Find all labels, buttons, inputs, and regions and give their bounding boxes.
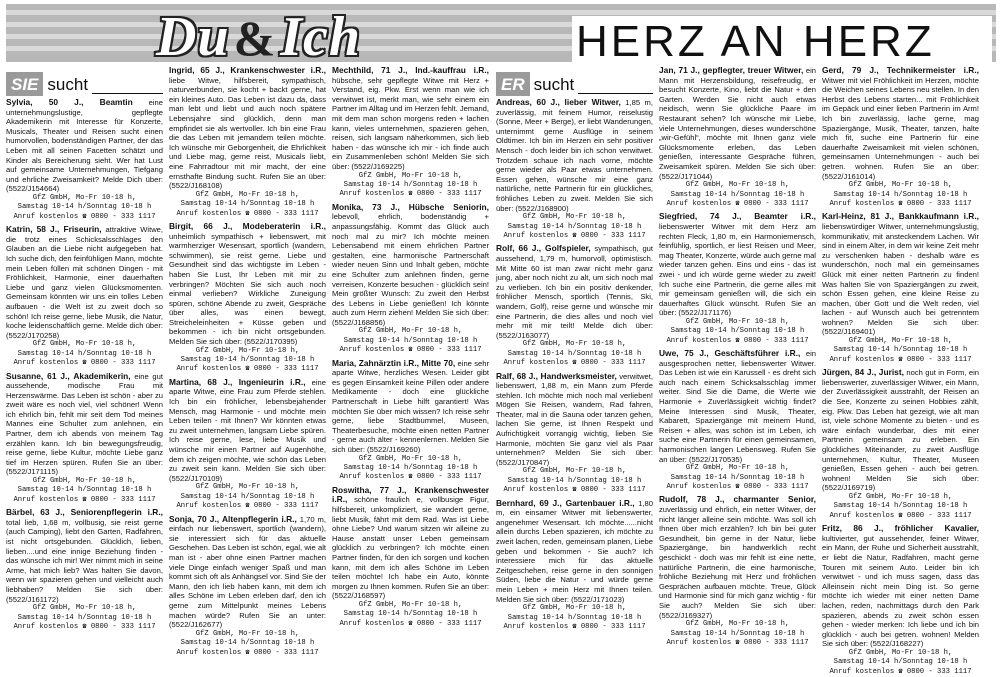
classified-ad (659, 66, 816, 209)
sie-tag: SIE (6, 72, 43, 96)
ad-call: Anruf kostenlos (503, 486, 569, 495)
ad-call: Anruf kostenlos (13, 359, 79, 368)
ad-hours: Samstag 10-14 h/Sonntag 10-18 h (180, 492, 315, 501)
ad-body: sympathisch, gut aussehend, 1,79 m, humorvoll, optimistisch. Mit Mitte 60 ist man zwar nicht mehr ganz jung, aber noch nicht zu alt, um sich noch mal zu verlieben. Ich bin ein positiv denkender, fröhlicher Mensch, sportlich (Tennis, Ski, wandern, Golf), reise gerne und wünsche mir eine Partnerin, die dies alles und noch viel mehr mit mir teilt! Melde dich über: (5522/J163077) (496, 244, 654, 340)
ad-hours: Samstag 10-14 h/Sonntag 10-18 h (343, 610, 478, 619)
ad-headline: Rolf, 66 J., Golfspieler, (496, 243, 591, 254)
ad-headline: Birgit, 66 J., Modeberaterin i.R., (169, 220, 326, 231)
classified-ad (6, 225, 163, 368)
er-sucht-word: sucht (533, 75, 575, 94)
phone-icon: ☎ (894, 199, 907, 208)
ad-hours: Samstag 10-14 h/Sonntag 10-18 h (670, 629, 805, 638)
phone-icon: ☎ (78, 495, 91, 504)
ad-phone-line (6, 496, 163, 505)
ad-body: hübsche, sehr gepflegte Witwe mit Herz + Verstand, eig. Pkw. Erst wenn man wie ich verwitwet ist, merkt man, wie sehr einem ein Partner im Alltag und im Herzen fehlt. Jemand, mit dem man schon morgens reden + lachen kann, vieles unternehmen, spazieren gehen, reisen, sich langsam näherkommen, sich lieb haben - das wünsche ich mir - ich finde auch ein Zusammenleben schön! Melden Sie sich über: (5522/J169225) (332, 75, 490, 171)
ad-company: GfZ GmbH, Mo-Fr 10-18 h, (32, 477, 137, 486)
ad-phone-line (169, 502, 326, 511)
ad-company: GfZ GmbH, Mo-Fr 10-18 h, (522, 340, 627, 349)
ad-call: Anruf kostenlos (503, 231, 569, 240)
ad-phone: 0800 - 333 1117 (253, 648, 319, 657)
ad-headline: Ingrid, 65 J., Krankenschwester i.R., (169, 65, 326, 75)
ad-body: 1,70 m, einfach nur liebenswert, sportlich (wandern), sie interessiert sich für das aktuelle Geschehen. Das Leben ist schön, egal, wie alt man ist - aber ohne einen Partner machen viele Dinge einfach weniger Spaß und man kommt sich oft als Anhängsel vor. Sind Sie der Mann, den ich lieb haben kann, mit dem ich alles Schöne im Leben erleben darf, den ich gerne zum Mittelpunkt meines Lebens machen würde? Rufen Sie an unter: (5522/J162677) (169, 514, 326, 630)
ad-text (659, 66, 816, 181)
ad-phone: 0800 - 333 1117 (253, 365, 319, 374)
ad-body: kultivierter, gut aussehender, feiner Witwer, ein Mann, der Ruhe und Sicherheit ausstrahlt, er liebt die Natur, Radfahren, macht gerne Touren mit seinem Auto. Leider bin ich verwitwet - und ich muss sagen, dass das Alleinsein nicht mein Ding ist. So gerne möchte ich wieder mit einer netten Dame lachen, reden, nachmittags durch den Park spazieren, abends zu zweit schön essen gehen - wieder merken: Ich liebe und ich bin glücklich - auch bei getren. wohnen! Melden Sie sich über: (5522/J168227) (822, 533, 979, 649)
phone-icon: ☎ (404, 619, 417, 628)
ad-hours: Samstag 10-14 h/Sonntag 10-18 h (833, 502, 968, 511)
ad-company: GfZ GmbH, Mo-Fr 10-18 h, (32, 604, 137, 613)
phone-icon: ☎ (404, 473, 417, 482)
classified-ad (659, 495, 816, 648)
ad-text (496, 98, 653, 213)
ad-call: Anruf kostenlos (666, 199, 732, 208)
ad-call: Anruf kostenlos (503, 359, 569, 368)
ad-call: Anruf kostenlos (829, 199, 895, 208)
classified-ad (169, 222, 326, 375)
ad-call: Anruf kostenlos (13, 623, 79, 631)
ad-phone: 0800 - 333 1117 (906, 355, 972, 364)
ad-headline: Fritz, 86 J., fröhlicher Kavalier, (822, 523, 979, 534)
ad-text (496, 244, 653, 340)
ad-company: GfZ GmbH, Mo-Fr 10-18 h, (685, 464, 790, 473)
ad-hours: Samstag 10-14 h/Sonntag 10-18 h (507, 476, 642, 485)
ad-text (332, 66, 489, 172)
ad-body: ein Mann mit Herzensbildung, reisefreudig, er besucht Konzerte, Kino, liebt die Natur + den Garten. Werden Sie nicht auch etwas neidisch, wenn Sie glückliche Paare im Restaurant sehen? Ich wünsche mir Liebe, viele Unternehmungen, dieses wunderschöne „wir-Gefühl“, möchte mit Ihnen ganz viele Glücksmomente erleben, das Leben genießen, interessante Gespräche führen, Zweisamkeit spüren. Melden Sie sich über: (5522/J171044) (659, 66, 816, 181)
ad-hours: Samstag 10-14 h/Sonntag 10-18 h (343, 464, 478, 473)
ad-text (6, 225, 163, 340)
ad-headline: Bernhard, 69 J., Gartenbauer i.R., (496, 497, 635, 508)
ad-text (6, 98, 163, 194)
ad-phone: 0800 - 333 1117 (906, 199, 972, 208)
ad-text (169, 515, 326, 630)
classified-ad (332, 359, 489, 483)
classified-ad (659, 212, 816, 346)
ad-company: GfZ GmbH, Mo-Fr 10-18 h, (195, 346, 300, 355)
ad-company: GfZ GmbH, Mo-Fr 10-18 h, (685, 620, 790, 629)
ad-call: Anruf kostenlos (829, 355, 895, 364)
ad-call: Anruf kostenlos (339, 473, 405, 482)
ad-phone-line (659, 200, 816, 209)
phone-icon: ☎ (568, 623, 581, 631)
ad-headline: Gerd, 79 J., Technikermeister i.R., (822, 65, 979, 75)
ad-headline: Jan, 71 J., gepflegter, treuer Witwer, (659, 65, 804, 75)
header-rule (92, 93, 163, 94)
ad-text (822, 368, 979, 493)
ad-company: GfZ GmbH, Mo-Fr 10-18 h, (195, 629, 300, 638)
phone-icon: ☎ (241, 209, 254, 218)
ad-headline: Siegfried, 74 J., Beamter i.R., (659, 211, 816, 222)
ad-headline: Monika, 73 J., Hübsche Seniorin, (332, 201, 489, 212)
classified-ad (496, 244, 653, 368)
ad-call: Anruf kostenlos (176, 209, 242, 218)
ad-company: GfZ GmbH, Mo-Fr 10-18 h, (195, 483, 300, 492)
phone-icon: ☎ (241, 365, 254, 374)
page-title: HERZ AN HERZ (576, 17, 935, 66)
header-rule (578, 93, 653, 94)
classified-ad (169, 66, 326, 219)
ad-phone-line (332, 346, 489, 355)
ad-text (659, 349, 816, 464)
header-banner (6, 4, 996, 68)
ad-hours: Samstag 10-14 h/Sonntag 10-18 h (180, 356, 315, 365)
ad-headline: Uwe, 75 J., Geschäftsführer i.R., (659, 348, 801, 359)
ad-body: eine aparte Witwe, eine Frau zum Pferde stehlen. Ich bin ein fröhlicher, lebensbejahender Mensch, mag Harmonie - und möchte mein Leben teilen - mit Ihnen? Wir könnten etwas zu zweit unternehmen, langsam Liebe spüren. Ich reise gerne, lese, liebe Musik und wünsche mir einen Partner auf Augenhöhe, dem ich zeigen möchte, wie schön das Leben zu zweit sein kann. Melden Sie sich über: (5522/J170109) (169, 377, 326, 483)
ad-text (496, 499, 653, 605)
ad-phone-line (332, 190, 489, 199)
ad-body: lebevoll, ehrlich, bodenständig + anpassungsfähig. Kommt das Glück auch noch mal zu mir? Ich möchte meinen Lebensabend mit einem ehrlichen Partner gestalten, eine harmonische Partnerschaft wieder neuen Sinn und Inhalt geben, möchte eine Schulter zum anlehnen finden, gerne verreisen, Konzerte besuchen - glücklich sein! Mein größter Wunsch: Zu zweit den Herbst des Lebens in Liebe genießen! Ich könnte auch zum Herrn ziehen! Melden Sie sich über: (5522/J168856) (332, 212, 489, 327)
ad-phone-line (659, 483, 816, 492)
ad-headline: Sonja, 70 J., Altenpflegerin i.R., (169, 513, 297, 524)
ad-phone: 0800 - 333 1117 (580, 359, 646, 368)
classified-ad (6, 98, 163, 222)
ad-text (169, 378, 326, 484)
phone-icon: ☎ (568, 359, 581, 368)
ad-body: 1,80 m, ein einsamer Witwer mit liebenswerter, angenehmer Wesensart. Ich möchte......nicht allein durchs Leben spazieren, ich möchte zu zweit lachen, reden, gemeinsam planen, Liebe geben und bekommen - Sie auch? Ich interessiere mich für das aktuelle Zeitgeschehen, reise gerne in den sonnigen Süden, liebe die Natur - und würde gerne mein Leben + mein Herz mit Ihnen teilen. Melden Sie sich über: (5522/J171023) (496, 498, 653, 604)
ad-phone-line (496, 359, 653, 368)
ad-phone-line (822, 356, 979, 365)
ad-text (659, 212, 816, 318)
ad-hours: Samstag 10-14 h/Sonntag 10-18 h (17, 613, 152, 622)
ad-call: Anruf kostenlos (176, 648, 242, 657)
ad-phone: 0800 - 333 1117 (253, 209, 319, 218)
ad-company: GfZ GmbH, Mo-Fr 10-18 h, (685, 181, 790, 190)
ad-phone: 0800 - 333 1117 (90, 623, 156, 631)
ad-text (6, 372, 163, 478)
classified-ad (496, 98, 653, 241)
ad-body: unheimlich sympathisch + liebenswert, mit warmherziger Wesensart, sportlich (wandern, schwimmen), sie reist gerne. Liebe und Gesundheit sind das wichtigste im Leben - haben Sie Lust, Ihr Leben mit mir zu verbringen? Möchten Sie sich auch noch einmal verlieben? Wirkliche Zuneigung spüren, schöne Abende zu zweit, Gespräche über alles, was einen bewegt, Streicheleinheiten + Küsse geben und bekommen - ich bin nicht ortsgebunden. Melden Sie sich über: (5522/J170395) (169, 231, 326, 347)
ad-phone: 0800 - 333 1117 (580, 231, 646, 240)
ad-hours: Samstag 10-14 h/Sonntag 10-18 h (670, 473, 805, 482)
ad-body: attraktive Witwe, die trotz eines Schicksalsschlages den Glauben an die Liebe nicht aufgegeben hat. Ich suche dich, den feinfühligen Mann, möchte mein Leben füllen mit schönen Dingen - mit Fröhlichkeit, Harmonie, einer dauerhaften Liebe und ganz vielen Glücksmomenten. Gemeinsam könnten wir uns ein tolles Leben aufbauen - die Welt ist zu zweit doch so schön! Ich reise gerne, liebe Musik, die Natur, koche leidenschaftlich gerne. Melde dich über: (5522/J170258) (6, 225, 164, 340)
ad-body: total lieb, 1,68 m, vollbusig, sie reist gerne (auch Camping), liebt den Garten, Radfahren, ist nicht ortsgebunden. Glücklich, lieben, lieben....und eine innige Beziehung finden - das wünsche ich mir! Wer nimmt mich in seine Arme, hat mich lieb? Was halten Sie davon, wenn wir spazieren gehen und vielleicht auch liebhaben? Melden Sie sich über: (5522/J161172) (6, 517, 163, 604)
phone-icon: ☎ (731, 199, 744, 208)
ad-body: 1,85 m, zuverlässig, mit feinem Humor, reiselustig (Sonne, Meer + Berge), er liebt Wanderungen, unternimmt gerne Ausflüge in seinem Oldtimer. Ich bin im Herzen ein sehr positiver Mensch - doch leider bin ich schon verwitwet. Trotzdem schaue ich nach vorne, möchte gerne wieder als Paar etwas unternehmen. Essen gehen, wünsche mir eine ganz natürliche, nette Partnerin für ein glückliches, fröhliches Leben zu zweit. Melden Sie sich über: (5522/J168900) (496, 98, 653, 213)
ad-phone: 0800 - 333 1117 (743, 336, 809, 345)
ad-text (332, 359, 489, 455)
ad-headline: Martina, 68 J., Ingenieurin i.R., (169, 376, 306, 387)
ad-headline: Bärbel, 63 J., Seniorenpflegerin i.R., (6, 507, 163, 518)
ad-company: GfZ GmbH, Mo-Fr 10-18 h, (358, 171, 463, 180)
ad-text (332, 486, 489, 601)
ad-phone: 0800 - 333 1117 (580, 623, 646, 631)
ad-call: Anruf kostenlos (829, 511, 895, 520)
ad-body: liebenswerter Witwer mit dem Herz am rechten Fleck, 1,80 m, ein Harmoniemensch, feinfühlig, sportlich, er liest Reisen und Meer, mag Theater, Konzerte, würde auch gerne mal wieder tanzen gehen. Eins und eins - das ist zwei - und ich würde gerne wieder zu zweit! Ich suche eine Partnerin, die gerne alles mit mir gemeinsam genießen will, die sich ein dauerhaftes Glück wünscht. Rufen Sie an über: (5522/J171176) (659, 221, 816, 318)
ad-text (169, 66, 326, 191)
classified-ad (659, 349, 816, 492)
ad-hours: Samstag 10-14 h/Sonntag 10-18 h (17, 486, 152, 495)
ad-body: noch gut in Form, ein liebenswerter, zuverlässiger Witwer, ein Mann, der Zuverlässigkeit ausstrahlt, der Reisen an die See, Konzerte zu seinen Hobbies zählt, eig. Pkw. Das Leben hat gezeigt, wie alt man ist, viele schöne Momente zu bieten - und es wäre einfach wunderbar, dies mit einer Partnerin gemeinsam zu erleben. Ein glückliches Miteinander, zu zweit Ausflüge unternehmen, Kultur, Theater, Museen genießen, Essen gehen - auch bei getren. wohnen! Melden Sie sich über: (5522/J169719) (822, 368, 979, 493)
phone-icon: ☎ (731, 336, 744, 345)
ad-phone-line (332, 620, 489, 629)
ad-text (496, 372, 653, 468)
ad-company: GfZ GmbH, Mo-Fr 10-18 h, (32, 193, 137, 202)
ad-headline: Sylvia, 50 J., Beamtin (6, 97, 133, 107)
phone-icon: ☎ (731, 638, 744, 647)
phone-icon: ☎ (731, 483, 744, 492)
classified-ad (6, 372, 163, 506)
classified-ad (332, 66, 489, 200)
ad-hours: Samstag 10-14 h/Sonntag 10-18 h (670, 327, 805, 336)
ad-call: Anruf kostenlos (176, 502, 242, 511)
ad-hours: Samstag 10-14 h/Sonntag 10-18 h (833, 658, 968, 667)
ad-phone-line (169, 649, 326, 658)
ad-call: Anruf kostenlos (176, 365, 242, 374)
ad-phone-line (496, 232, 653, 241)
ad-hours: Samstag 10-14 h/Sonntag 10-18 h (17, 349, 152, 358)
ad-company: GfZ GmbH, Mo-Fr 10-18 h, (358, 327, 463, 336)
ad-hours: Samstag 10-14 h/Sonntag 10-18 h (833, 190, 968, 199)
ad-phone: 0800 - 333 1117 (416, 619, 482, 628)
sie-sucht-header (6, 66, 163, 96)
ad-headline: Andreas, 60 J., lieber Witwer, (496, 97, 621, 107)
classified-ad (822, 368, 979, 521)
ad-phone: 0800 - 333 1117 (90, 359, 156, 368)
ad-company: GfZ GmbH, Mo-Fr 10-18 h, (195, 190, 300, 199)
ad-company: GfZ GmbH, Mo-Fr 10-18 h, (522, 467, 627, 476)
ad-call: Anruf kostenlos (503, 623, 569, 631)
ad-call: Anruf kostenlos (829, 667, 895, 676)
classified-ad (169, 378, 326, 512)
ad-phone-line (169, 365, 326, 374)
ad-phone: 0800 - 333 1117 (90, 212, 156, 221)
ad-body: verwitwet, liebenswert, 1,88 m, ein Mann zum Pferde stehlen. Ich möchte mich noch mal verlieben! Mögen Sie Reisen, wandern, Rad fahren, Theater, mal in die Sauna oder tanzen gehen, lachen Sie gerne, ist Ihnen Respekt und Aufrichtigkeit vorrangig wichtig, lieben Sie Harmonie, möchten Sie ganz viel als Paar unternehmen? Melden Sie sich über: (5522/J170847) (496, 371, 653, 467)
classified-ad (332, 203, 489, 356)
ad-company: GfZ GmbH, Mo-Fr 10-18 h, (848, 337, 953, 346)
ad-hours: Samstag 10-14 h/Sonntag 10-18 h (343, 336, 478, 345)
column-6 (822, 65, 979, 676)
ad-company: GfZ GmbH, Mo-Fr 10-18 h, (848, 181, 953, 190)
ad-hours: Samstag 10-14 h/Sonntag 10-18 h (507, 349, 642, 358)
ad-phone: 0800 - 333 1117 (906, 511, 972, 520)
ad-call: Anruf kostenlos (13, 212, 79, 221)
classified-ad (496, 372, 653, 496)
ad-call: Anruf kostenlos (666, 638, 732, 647)
ad-headline: Katrin, 58 J., Friseurin, (6, 224, 102, 235)
phone-icon: ☎ (894, 511, 907, 520)
ad-phone: 0800 - 333 1117 (743, 199, 809, 208)
ad-phone: 0800 - 333 1117 (416, 190, 482, 199)
classified-ad (332, 486, 489, 629)
ad-phone-line (169, 210, 326, 219)
ad-headline: Rudolf, 78 J., charmanter Senior, (659, 494, 816, 505)
classified-ad (6, 508, 163, 632)
sie-sucht-word: sucht (47, 75, 89, 94)
ad-phone-line (332, 473, 489, 482)
ad-hours: Samstag 10-14 h/Sonntag 10-18 h (17, 203, 152, 212)
ad-headline: Karl-Heinz, 81 J., Bankkaufmann i.R., (822, 211, 979, 222)
ad-phone-line (6, 623, 163, 632)
ad-company: GfZ GmbH, Mo-Fr 10-18 h, (358, 600, 463, 609)
ad-body: Witwer mit viel Fröhlichkeit im Herzen, möchte die Weichen seines Lebens neu stellen. In den Herbst des Lebens starten... mit Fröhlichkeit im Gepäck und einer lieben Partnerin im Arm! Ich bin zuverlässig, lache gerne, mag Spaziergänge, Musik, Theater, tanzen, halte mich fit, suche eine Partnerin für eine dauerhafte Zweisamkeit mit vielen schönen, gemeinsamen Unternehmungen - auch bei getren. wohnen. Rufen Sie an über: (5522/J161014) (822, 75, 979, 181)
ad-phone: 0800 - 333 1117 (253, 502, 319, 511)
ad-text (332, 203, 489, 328)
ad-phone: 0800 - 333 1117 (743, 483, 809, 492)
er-tag: ER (496, 72, 530, 96)
ad-hours: Samstag 10-14 h/Sonntag 10-18 h (833, 346, 968, 355)
phone-icon: ☎ (78, 212, 91, 221)
phone-icon: ☎ (894, 667, 907, 676)
ad-headline: Ralf, 68 J., Handwerksmeister, (496, 370, 617, 381)
ad-phone-line (822, 512, 979, 521)
ad-hours: Samstag 10-14 h/Sonntag 10-18 h (507, 613, 642, 622)
phone-icon: ☎ (78, 359, 91, 368)
ad-headline: Maria, Zahnärztin i.R., Mitte 70, (332, 357, 456, 368)
er-sucht-header (496, 66, 653, 96)
ad-body: liebenswürdiger Witwer, unternehmungslustig, kommunikativ, mit ansteckendem Lachen. Wir sind in einem Alter, in dem wir keine Zeit mehr zu verschenken haben - deshalb wäre es wunderschön, noch mal ein gemeinsames Glück mit einer netten Partnerin zu finden! Was halten Sie von Spaziergängen zu zweit, schön Essen gehen, eine kleine Reise zu machen, über Gott und die Welt reden, viel lachen - auf Wunsch auch bei getrenntem wohnen? Melden Sie sich über: (5522/J169401) (822, 221, 979, 337)
ad-hours: Samstag 10-14 h/Sonntag 10-18 h (180, 639, 315, 648)
ad-call: Anruf kostenlos (13, 495, 79, 504)
classified-ad (169, 515, 326, 658)
ad-company: GfZ GmbH, Mo-Fr 10-18 h, (848, 493, 953, 501)
ad-company: GfZ GmbH, Mo-Fr 10-18 h, (848, 648, 953, 657)
ad-phone-line (496, 623, 653, 632)
ad-text (6, 508, 163, 604)
ad-body: eine sehr aparte Witwe, herzliches Wesen. Leider gibt es gegen Einsamkeit keine Pillen oder andere Medikamente - doch eine glückliche Partnerschaft in Liebe hilft garantiert! Was möchten Sie über mich wissen? Ich reise sehr gerne, liebe Stadtbummel, Museen, Theaterbesuche, möchte einen netten Partner - gerne auch älter - kennenlernen. Melden Sie sich über: (5522/J169260) (332, 358, 489, 455)
ad-body: zuverlässig und ehrlich, ein netter Witwer, der nicht länger alleine sein möchte. Was soll ich Ihnen über mich erzählen? Ich bin bei guter Gesundheit, bin gerne in der Natur, liebe Spaziergänge, bin handwerklich recht geschickt - doch was mir fehlt ist eine nette, natürliche Partnerin, die eine harmonische, fröhliche Beziehung mit Herz und fröhlichen Gesprächen aufbauen möchte. Treue, Glück und Harmonie sind für mich ganz wichtig - für Sie auch? Melden Sie sich über: (5522/J169327) (659, 505, 816, 620)
classified-ad (496, 499, 653, 633)
ad-text (822, 66, 979, 181)
phone-icon: ☎ (894, 355, 907, 364)
ad-company: GfZ GmbH, Mo-Fr 10-18 h, (32, 340, 137, 349)
ad-text (169, 222, 326, 347)
ad-body: eine gut aussehende, modische Frau mit Herzenswärme. Das Leben ist schön - aber zu zweit wäre es noch viel, viel schöner! Wenn ich ehrlich bin, fehlt mir seit dem Tod meines Mannes eine Schulter zum anlehnen, ein Partner, dem ich abends von meinem Tag erzählen kann. Ich bin bewegungsfreudig, reise gerne, liebe Kultur, möchte Liebe ganz tief im Herzen spüren. Rufen Sie an über: (5522/J171115) (6, 371, 163, 477)
classified-ad (822, 66, 979, 209)
ad-phone-line (659, 639, 816, 648)
ad-phone: 0800 - 333 1117 (906, 667, 972, 676)
ad-body: eine unternehmungslustige, gepflegte Akademikerin mit Interesse für Konzerte, Musicals, Theater und Reisen sucht einen humorvollen, bodenständigen Partner, der das Leben mit all seinen Facetten schätzt und Kinder als Bereicherung sieht. Wer hat Lust auf gemeinsame Unternehmungen, Tiefgang und ehrliche Zweisamkeit? Melde Dich über: (5522/J154664) (6, 98, 163, 194)
classified-ad (822, 524, 979, 677)
ad-phone: 0800 - 333 1117 (90, 495, 156, 504)
ad-body: ein ausgesprochen netter, liebenswerter Witwer. Das Leben ist wie ein Karussell - es dreht sich auch nach einem Schicksalsschlag immer weiter. Sind Sie die Dame, die Werte wie Harmonie + Zuverlässigkeit wichtig findet? Meine Interessen sind Musik, Theater, Kabarett, Spaziergänge mit meinem Hund, Reisen + alles, was schön ist im Leben, ich suche eine Partnerin für einen gemeinsamen, harmonischen langen Lebensweg. Rufen Sie an über: (5522/J170535) (659, 349, 816, 464)
phone-icon: ☎ (78, 623, 91, 631)
ad-phone-line (496, 486, 653, 495)
ad-phone-line (6, 213, 163, 222)
ad-hours: Samstag 10-14 h/Sonntag 10-18 h (180, 200, 315, 209)
ad-hours: Samstag 10-14 h/Sonntag 10-18 h (670, 190, 805, 199)
ad-phone-line (822, 200, 979, 209)
ad-call: Anruf kostenlos (666, 336, 732, 345)
phone-icon: ☎ (241, 648, 254, 657)
ad-headline: Jürgen, 84 J., Jurist, (822, 367, 904, 378)
ad-call: Anruf kostenlos (339, 346, 405, 355)
ad-phone-line (822, 668, 979, 677)
ad-phone: 0800 - 333 1117 (416, 473, 482, 482)
phone-icon: ☎ (404, 346, 417, 355)
ad-company: GfZ GmbH, Mo-Fr 10-18 h, (685, 317, 790, 326)
ad-call: Anruf kostenlos (339, 619, 405, 628)
column-5 (659, 65, 816, 647)
ad-headline: Mechthild, 71 J., Ind.-kauffrau i.R., (332, 65, 489, 75)
ad-call: Anruf kostenlos (666, 483, 732, 492)
column-3 (332, 66, 489, 636)
ad-phone: 0800 - 333 1117 (416, 346, 482, 355)
classified-ad (822, 212, 979, 365)
column-4 (496, 66, 653, 636)
column-2 (169, 65, 326, 657)
ad-phone-line (659, 337, 816, 346)
ad-hours: Samstag 10-14 h/Sonntag 10-18 h (507, 222, 642, 231)
ad-text (822, 212, 979, 337)
ad-text (659, 495, 816, 620)
ad-hours: Samstag 10-14 h/Sonntag 10-18 h (343, 180, 478, 189)
ad-company: GfZ GmbH, Mo-Fr 10-18 h, (522, 213, 627, 222)
ad-call: Anruf kostenlos (339, 190, 405, 199)
ad-headline: Susanne, 61 J., Akademikerin, (6, 370, 131, 381)
du-und-ich-logo: Du&Ich (156, 6, 362, 68)
ad-body: liebe Witwe, hilfsbereit, sympathisch, naturverbunden, sie kocht + backt gerne, hat ein kleines Auto. Das Leben ist dazu da, dass man lebt und liebt und auch noch spätere Lebensjahre sind glücklich, denn man empfindet sie als wertvoller. Ich bin eine Frau die das Leben mit jemandem teilen möchte. Ich wünsche mir Geborgenheit, die Ehrlichkeit und Liebe mag, gerne reist, Musicals liebt, eine Fahrradtour mit mir macht, der eine ernsthafte Bindung sucht. Rufen Sie an über: (5522/J168108) (169, 75, 326, 191)
phone-icon: ☎ (404, 190, 417, 199)
ad-headline: Roswitha, 77 J., Krankenschwester i.R., (332, 484, 489, 505)
ad-body: schöne fraulich e, vollbusige Figur, hilfsbereit, unkompliziert, sie wandert gerne, liebt Musik, fährt mit dem Rad. Was ist Liebe ohne Liebe? Und warum sitzen wir alleine zu Hause anstatt unser Leben gemeinsam glücklich zu verbringen? Ich möchte einen Partner finden, für den ich sorgen und kochen kann, mit dem ich alles Schöne im Leben teilen möchte! Ich habe ein Auto, könnte morgen zu Ihnen kommen. Rufen Sie an über: (5522/J168597) (332, 495, 489, 601)
phone-icon: ☎ (568, 231, 581, 240)
ad-text (822, 524, 979, 649)
phone-icon: ☎ (568, 486, 581, 495)
ad-phone: 0800 - 333 1117 (743, 638, 809, 647)
phone-icon: ☎ (241, 502, 254, 511)
ad-company: GfZ GmbH, Mo-Fr 10-18 h, (358, 454, 463, 463)
ad-company: GfZ GmbH, Mo-Fr 10-18 h, (522, 604, 627, 613)
ad-phone: 0800 - 333 1117 (580, 486, 646, 495)
column-1 (6, 66, 163, 636)
ad-phone-line (6, 359, 163, 368)
